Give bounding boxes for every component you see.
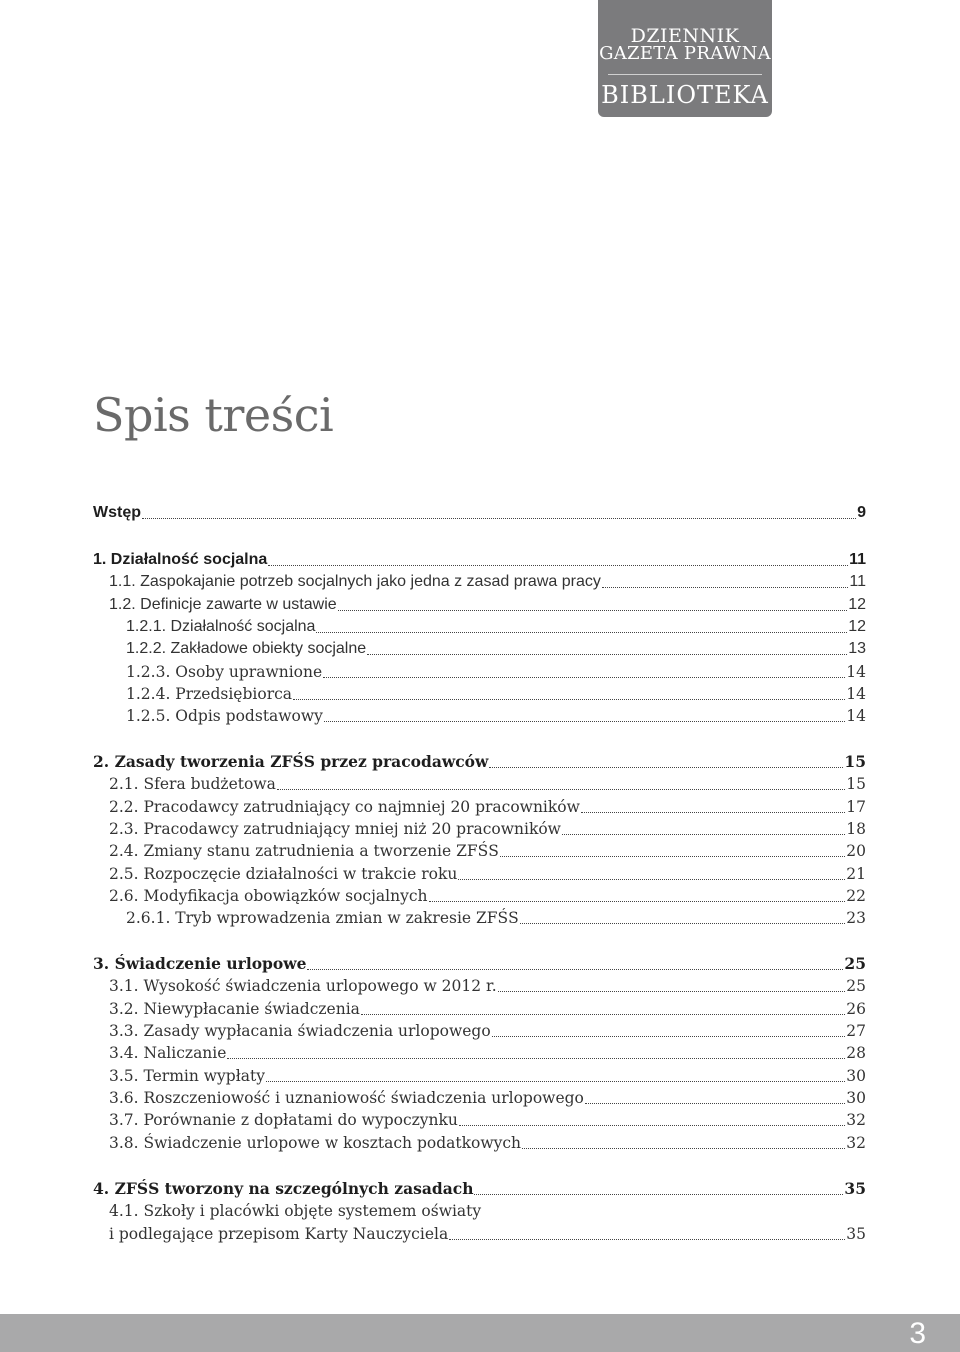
- toc-leader-dots: [361, 1013, 845, 1015]
- toc-leader-dots: [492, 1035, 846, 1037]
- toc-entry-page: 30: [846, 1089, 866, 1107]
- toc-entry[interactable]: [109, 863, 866, 885]
- toc-leader-dots: [581, 811, 845, 813]
- toc-entry-page: 32: [846, 1111, 866, 1129]
- toc-leader-dots: [277, 788, 845, 790]
- toc-entry-page: 12: [848, 618, 866, 635]
- toc-leader-dots: [268, 564, 848, 566]
- toc-entry[interactable]: [109, 975, 866, 997]
- toc-entry-label: 4. ZFŚS tworzony na szczególnych zasadach: [93, 1179, 474, 1198]
- toc-entry[interactable]: [109, 1132, 866, 1154]
- toc-entry[interactable]: [126, 616, 866, 638]
- toc-entry-page: 35: [844, 1179, 866, 1198]
- toc-leader-dots: [323, 676, 845, 678]
- toc-leader-dots: [324, 720, 845, 722]
- toc-entry[interactable]: [93, 751, 866, 773]
- logo-line-2: GAZETA PRAWNA: [599, 43, 771, 64]
- toc-entry[interactable]: [109, 796, 866, 818]
- toc-leader-dots: [266, 1080, 845, 1082]
- toc-entry-page: 11: [849, 551, 866, 568]
- toc-leader-dots: [142, 517, 856, 519]
- toc-entry-label: 3.6. Roszczeniowość i uznaniowość świadczenia urlopowego: [109, 1089, 584, 1107]
- toc-entry[interactable]: [109, 773, 866, 795]
- toc-entry-label: 1.2. Definicje zawarte w ustawie: [109, 596, 337, 613]
- series-name: BIBLIOTEKA: [601, 81, 769, 109]
- toc-entry-label: 3. Świadczenie urlopowe: [93, 954, 307, 973]
- toc-entry-label: 3.2. Niewypłacanie świadczenia: [109, 1000, 360, 1018]
- toc-entry-label: 1.1. Zaspokajanie potrzeb socjalnych jako jedna z zasad prawa pracy: [109, 573, 601, 590]
- toc-leader-dots: [316, 631, 847, 633]
- toc-entry[interactable]: [93, 502, 866, 524]
- toc-entry-label: 2.6. Modyfikacja obowiązków socjalnych: [109, 887, 428, 905]
- toc-entry[interactable]: [109, 1065, 866, 1087]
- toc-leader-dots: [367, 653, 847, 655]
- toc-entry-page: 14: [846, 663, 866, 681]
- toc-leader-dots: [429, 900, 846, 902]
- toc-entry-label: 2.4. Zmiany stanu zatrudnienia a tworzenie ZFŚS: [109, 842, 499, 860]
- toc-leader-dots: [449, 1238, 845, 1240]
- toc-entry[interactable]: [109, 1087, 866, 1109]
- toc-entry-page: 11: [849, 573, 866, 590]
- toc-entry[interactable]: [126, 907, 866, 929]
- toc-entry-label: 1. Działalność socjalna: [93, 551, 268, 568]
- toc-entry-page: 17: [846, 798, 866, 816]
- toc-entry[interactable]: [109, 571, 866, 593]
- toc-entry[interactable]: [126, 705, 866, 727]
- toc-leader-dots: [227, 1057, 845, 1059]
- footer-bar: [0, 1314, 960, 1352]
- toc-entry[interactable]: [93, 1178, 866, 1200]
- toc-leader-dots: [498, 990, 846, 992]
- toc-entry-label: 3.5. Termin wypłaty: [109, 1067, 265, 1085]
- toc-entry[interactable]: [109, 1200, 866, 1222]
- toc-entry-page: 28: [846, 1044, 866, 1062]
- toc-entry[interactable]: [109, 1042, 866, 1064]
- toc-entry-page: 9: [857, 504, 866, 521]
- toc-entry[interactable]: [109, 885, 866, 907]
- toc-entry-label: 3.4. Naliczanie: [109, 1044, 227, 1062]
- toc-entry-label: 1.2.3. Osoby uprawnione: [126, 663, 323, 681]
- toc-entry-page: 12: [848, 596, 866, 613]
- toc-entry-page: 15: [844, 752, 866, 771]
- toc-entry-label: 3.8. Świadczenie urlopowe w kosztach podatkowych: [109, 1134, 522, 1152]
- toc-entry[interactable]: [109, 840, 866, 862]
- toc-entry-label: 2.1. Sfera budżetowa: [109, 775, 276, 793]
- toc-entry-label: i podlegające przepisom Karty Nauczyciela: [109, 1225, 449, 1243]
- toc-entry[interactable]: [109, 998, 866, 1020]
- toc-entry[interactable]: [109, 594, 866, 616]
- toc-leader-dots: [458, 878, 845, 880]
- toc-entry-label: 2. Zasady tworzenia ZFŚS przez pracodawców: [93, 752, 489, 771]
- toc-entry-label: 3.1. Wysokość świadczenia urlopowego w 2012 r.: [109, 977, 497, 995]
- toc-entry[interactable]: [126, 661, 866, 683]
- toc-entry-page: 14: [846, 707, 866, 725]
- toc-leader-dots: [338, 609, 848, 611]
- toc-entry-page: 13: [848, 640, 866, 657]
- toc-entry-label: 2.3. Pracodawcy zatrudniający mniej niż 20 pracowników: [109, 820, 561, 838]
- toc-entry-page: 21: [846, 865, 866, 883]
- toc-entry-label: 1.2.4. Przedsiębiorca: [126, 685, 293, 703]
- page-title: Spis treści: [93, 388, 334, 442]
- toc-leader-dots: [459, 1124, 845, 1126]
- toc-leader-dots: [474, 1193, 843, 1195]
- toc-entry-page: 32: [846, 1134, 866, 1152]
- toc-leader-dots: [293, 698, 845, 700]
- toc-entry[interactable]: [126, 683, 866, 705]
- page-number: 3: [909, 1317, 926, 1350]
- toc-leader-dots: [562, 833, 845, 835]
- toc-leader-dots: [520, 922, 845, 924]
- toc-entry-label: 1.2.5. Odpis podstawowy: [126, 707, 323, 725]
- toc-entry-label: 4.1. Szkoły i placówki objęte systemem oświaty: [109, 1202, 482, 1220]
- toc-entry[interactable]: [109, 1223, 866, 1245]
- toc-entry-page: 23: [846, 909, 866, 927]
- toc-entry-page: 25: [846, 977, 866, 995]
- toc-leader-dots: [522, 1147, 845, 1149]
- toc-entry[interactable]: [126, 638, 866, 660]
- toc-entry-page: 35: [846, 1225, 866, 1243]
- toc-entry-page: 25: [844, 954, 866, 973]
- toc-entry-label: 2.2. Pracodawcy zatrudniający co najmniej 20 pracowników: [109, 798, 580, 816]
- toc-entry-page: 22: [846, 887, 866, 905]
- toc-entry[interactable]: [109, 818, 866, 840]
- toc-entry-page: 20: [846, 842, 866, 860]
- toc-entry-label: 2.6.1. Tryb wprowadzenia zmian w zakresie ZFŚS: [126, 909, 519, 927]
- toc-leader-dots: [602, 586, 849, 588]
- toc-entry[interactable]: [109, 1020, 866, 1042]
- toc-entry-label: 3.7. Porównanie z dopłatami do wypoczynku: [109, 1111, 458, 1129]
- logo-line-1: DZIENNIK: [630, 25, 740, 47]
- toc-leader-dots: [585, 1102, 845, 1104]
- toc-entry-label: 1.2.2. Zakładowe obiekty socjalne: [126, 640, 367, 657]
- toc-entry-page: 26: [846, 1000, 866, 1018]
- toc-leader-dots: [500, 855, 845, 857]
- toc-entry[interactable]: [109, 1109, 866, 1131]
- toc-entry-label: 1.2.1. Działalność socjalna: [126, 618, 316, 635]
- toc-entry-page: 15: [846, 775, 866, 793]
- toc-entry-page: 18: [846, 820, 866, 838]
- toc-entry[interactable]: [93, 953, 866, 975]
- toc-entry-page: 14: [846, 685, 866, 703]
- toc-entry-label: Wstęp: [93, 504, 141, 521]
- toc-entry-label: 3.3. Zasady wypłacania świadczenia urlopowego: [109, 1022, 491, 1040]
- toc-entry-page: 27: [846, 1022, 866, 1040]
- toc-entry-page: 30: [846, 1067, 866, 1085]
- toc-entry-label: 2.5. Rozpoczęcie działalności w trakcie roku: [109, 865, 458, 883]
- toc-leader-dots: [307, 968, 843, 970]
- toc-leader-dots: [489, 766, 843, 768]
- toc-entry[interactable]: [93, 549, 866, 571]
